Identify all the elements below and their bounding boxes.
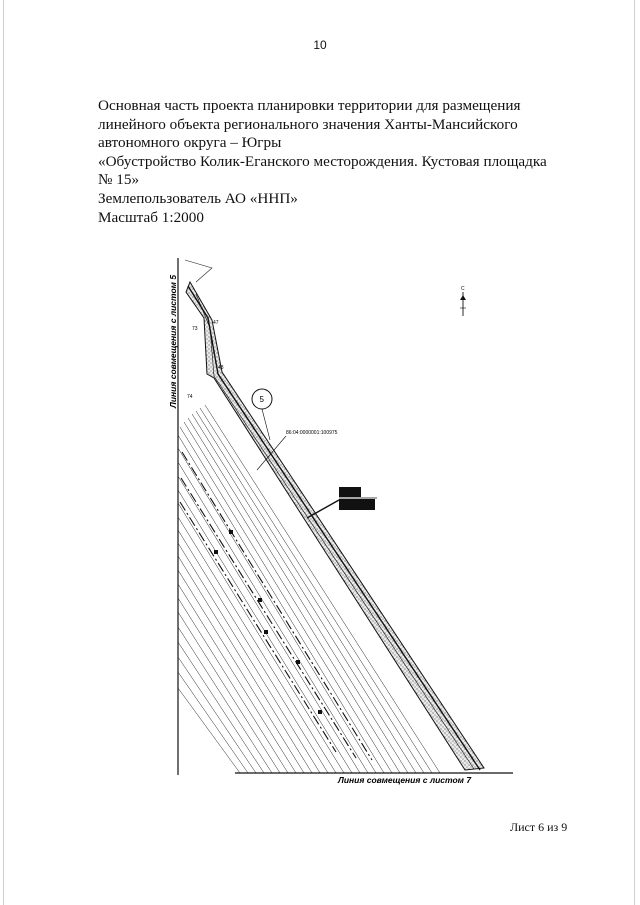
point-label: 48 <box>218 365 224 371</box>
heading-line: Основная часть проекта планировки территории для размещения <box>98 97 521 114</box>
point-label: 47 <box>213 320 219 326</box>
corridor-hatched-zone <box>186 282 484 770</box>
parcel-circle-label: 5 <box>259 395 264 404</box>
legend-tag <box>339 487 361 497</box>
point-label: 73 <box>192 326 198 332</box>
match-line-left-caption: Линия совмещения с листом 5 <box>168 274 178 408</box>
sheet-counter: Лист 6 из 9 <box>510 820 568 834</box>
page-number: 10 <box>313 38 327 52</box>
heading-line: автономного округа – Югры <box>98 134 282 152</box>
heading-line: линейного объекта регионального значения Ханты-Мансийского <box>98 115 518 133</box>
heading-line: Землепользователь АО «ННП» <box>98 189 298 207</box>
svg-text:C: C <box>461 286 465 292</box>
heading-line: Масштаб 1:2000 <box>98 208 204 226</box>
pad-outline <box>185 260 212 282</box>
survey-lines <box>178 405 440 773</box>
heading-line: «Обустройство Колик-Еганского месторождения. Кустовая площадка <box>98 152 547 170</box>
cadastral-number: 86:04:0000001:100975 <box>286 430 338 436</box>
point-label: 74 <box>187 394 193 400</box>
legend-tag-lower <box>339 499 375 510</box>
match-line-bottom-caption: Линия совмещения с листом 7 <box>338 775 472 785</box>
heading-line: № 15» <box>98 171 140 189</box>
north-arrow-icon <box>460 286 466 316</box>
